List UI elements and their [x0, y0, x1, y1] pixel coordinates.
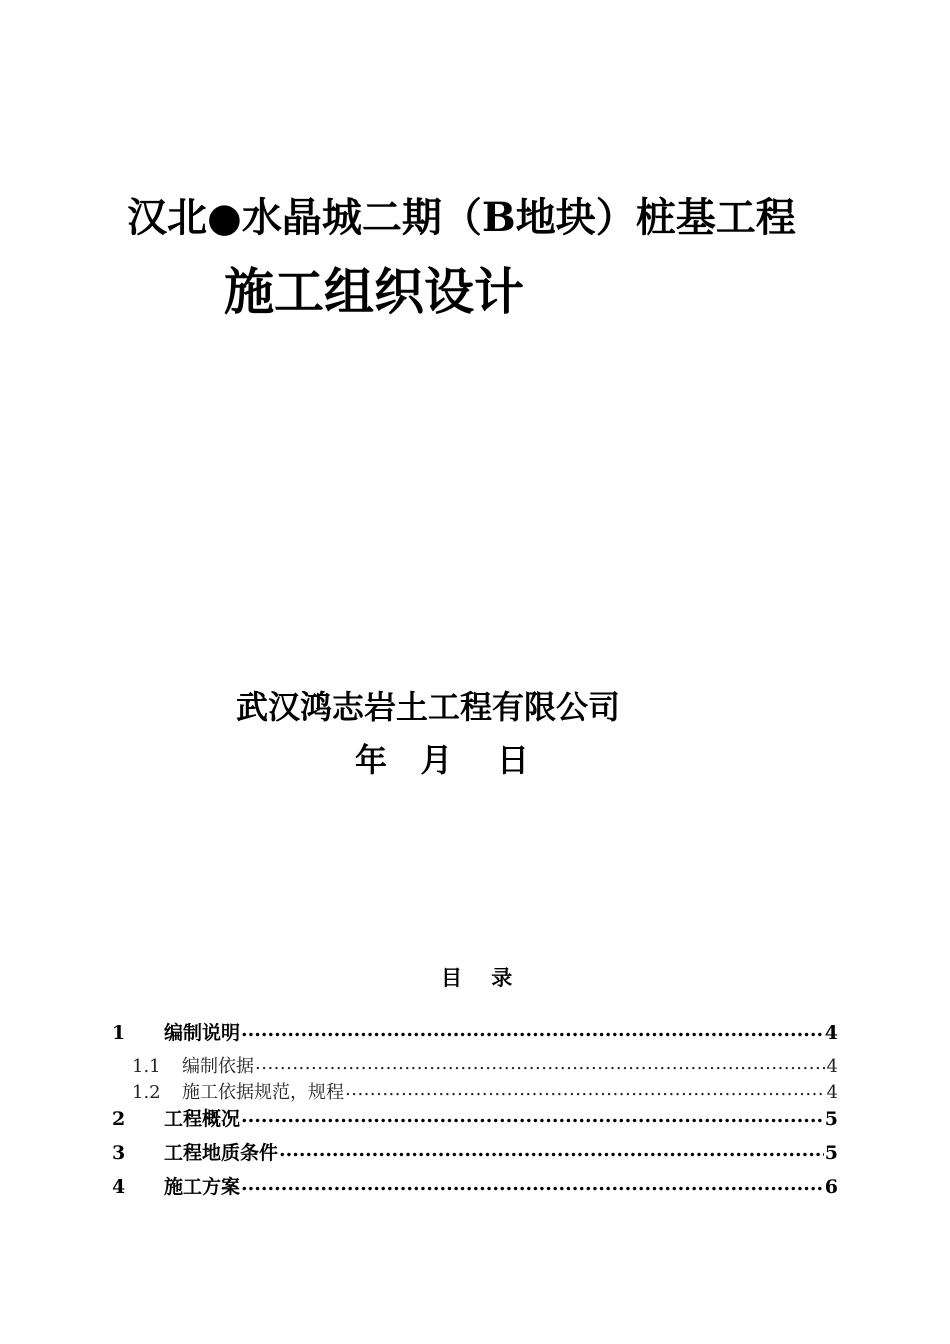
- toc-dot-leader: [241, 1174, 824, 1193]
- date-line: 年 月 日: [355, 741, 529, 779]
- toc-entry-page: 4: [824, 1022, 838, 1044]
- toc-entry-label: 工程地质条件: [164, 1142, 279, 1164]
- toc-entry-page: 4: [826, 1082, 838, 1103]
- company-name: 武汉鸿志岩土工程有限公司: [236, 688, 621, 726]
- toc-entry[interactable]: [112, 1052, 838, 1078]
- toc-entry[interactable]: [112, 1018, 838, 1052]
- toc-entry-label: 工程概况: [164, 1108, 241, 1130]
- toc-entry-page: 5: [824, 1108, 838, 1130]
- toc-entry-page: 4: [826, 1056, 838, 1077]
- toc-entry-number: 3: [112, 1142, 126, 1164]
- toc-entry-number: 1.1: [132, 1056, 161, 1077]
- toc-entry-label: 施工方案: [164, 1176, 241, 1198]
- toc-dot-leader: [241, 1020, 824, 1039]
- toc-entry-number: 4: [112, 1176, 126, 1198]
- toc-entry-number: 2: [112, 1108, 126, 1130]
- toc-entry[interactable]: [112, 1078, 838, 1104]
- toc-entry-page: 5: [824, 1142, 838, 1164]
- toc-entry-number: 1: [112, 1022, 126, 1044]
- toc-entry-label: 编制说明: [164, 1022, 241, 1044]
- toc-dot-leader: [279, 1140, 824, 1159]
- toc-entry[interactable]: [112, 1104, 838, 1138]
- table-of-contents: [112, 1018, 838, 1206]
- toc-entry-label: 施工依据规范，规程: [182, 1082, 344, 1103]
- toc-entry-label: 编制依据: [182, 1056, 254, 1077]
- toc-entry[interactable]: [112, 1138, 838, 1172]
- toc-dot-leader: [255, 1054, 826, 1072]
- toc-entry[interactable]: [112, 1172, 838, 1206]
- toc-dot-leader: [241, 1106, 824, 1125]
- toc-entry-page: 6: [824, 1176, 838, 1198]
- toc-entry-number: 1.2: [132, 1082, 161, 1103]
- cover-title-line1: 汉北●水晶城二期（B地块）桩基工程: [127, 194, 796, 241]
- cover-title-line2: 施工组织设计: [224, 262, 524, 321]
- toc-heading: 目 录: [441, 965, 513, 990]
- toc-dot-leader: [345, 1080, 826, 1098]
